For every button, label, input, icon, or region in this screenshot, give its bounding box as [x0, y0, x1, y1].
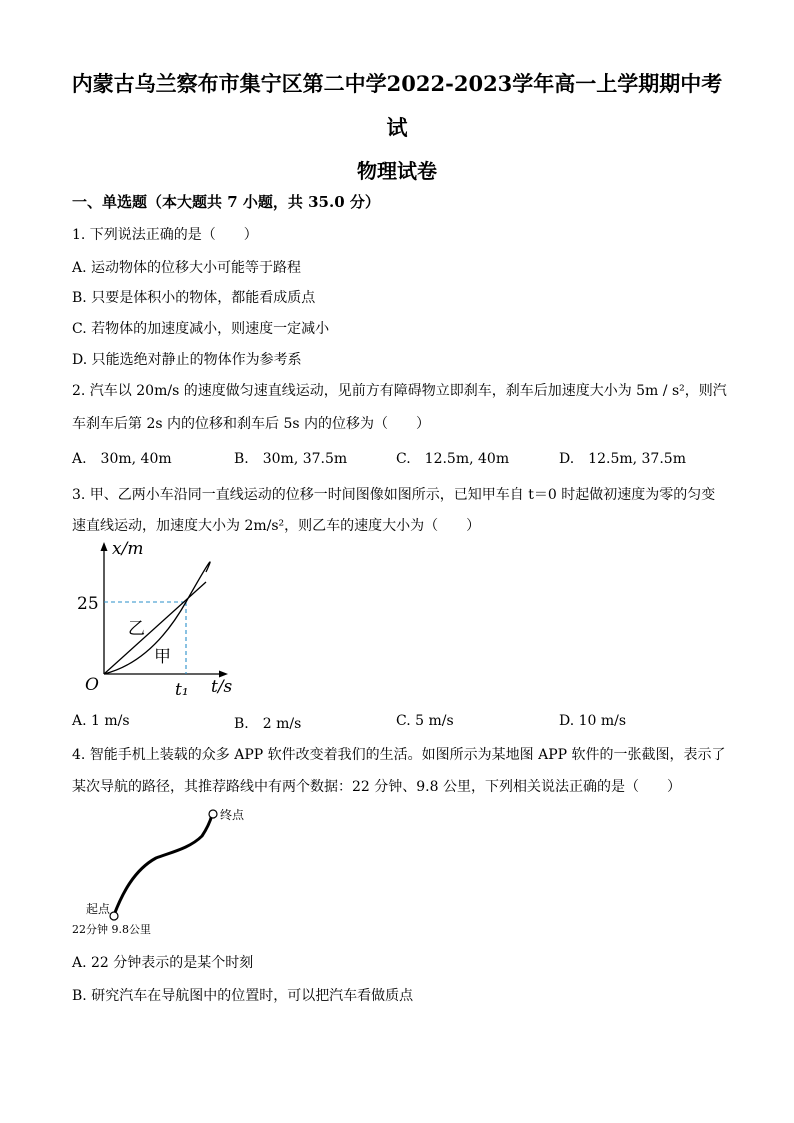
q2-stem-line2: 车刹车后第 2s 内的位移和刹车后 5s 内的位移为（ ）: [72, 416, 430, 432]
q2-stem-line1: 2. 汽车以 20m/s 的速度做匀速直线运动，见前方有障碍物立即刹车，刹车后加速度大小为 5m / s²，则汽: [72, 383, 727, 399]
y-axis-label: x/m: [112, 539, 144, 559]
q2-option-a: A. 30m, 40m: [72, 451, 172, 467]
q1-option-d: D. 只能选绝对静止的物体作为参考系: [72, 352, 302, 368]
exam-title-line2: 试: [386, 115, 408, 140]
y-axis-arrow: [101, 542, 108, 551]
section-heading: 一、单选题（本大题共 7 小题，共 35.0 分）: [72, 193, 380, 211]
q3-option-c: C. 5 m/s: [396, 713, 454, 729]
origin-label: O: [85, 675, 99, 695]
q3-xt-graph: [72, 534, 252, 704]
start-point-marker: [110, 912, 118, 920]
label-jia: 甲: [154, 647, 171, 667]
end-point-marker: [209, 810, 217, 818]
q3-option-a: A. 1 m/s: [72, 713, 130, 729]
route-info: 22分钟 9.8公里: [72, 923, 151, 936]
q3-option-d: D. 10 m/s: [559, 713, 627, 729]
q1-option-a: A. 运动物体的位移大小可能等于路程: [72, 260, 302, 276]
label-yi: 乙: [128, 619, 145, 639]
q2-option-d: D. 12.5m, 37.5m: [559, 451, 686, 467]
q1-stem: 1. 下列说法正确的是（ ）: [72, 227, 258, 243]
q3-stem-line2: 速直线运动，加速度大小为 2m/s²，则乙车的速度大小为（ ）: [72, 518, 481, 534]
y-tick-25: 25: [77, 594, 99, 614]
q4-option-b: B. 研究汽车在导航图中的位置时，可以把汽车看做质点: [72, 988, 414, 1004]
x-tick-t1: t₁: [175, 680, 189, 700]
q2-option-c: C. 12.5m, 40m: [396, 451, 510, 467]
exam-subtitle: 物理试卷: [357, 159, 437, 183]
x-axis-label: t/s: [211, 677, 233, 697]
q4-stem-line2: 某次导航的路径，其推荐路线中有两个数据：22 分钟、9.8 公里，下列相关说法正确的是（ ）: [72, 779, 681, 795]
q2-option-b: B. 30m, 37.5m: [234, 451, 348, 467]
route-path: [114, 815, 212, 915]
q4-navigation-map: [72, 802, 262, 937]
end-point-label: 终点: [220, 808, 245, 822]
q4-option-a: A. 22 分钟表示的是某个时刻: [72, 955, 254, 971]
exam-title-line1: 内蒙古乌兰察布市集宁区第二中学2022-2023学年高一上学期期中考: [71, 71, 723, 96]
q4-stem-line1: 4. 智能手机上装载的众多 APP 软件改变着我们的生活。如图所示为某地图 APP 软件的一张截图，表示了: [72, 747, 726, 763]
start-point-label: 起点: [86, 902, 111, 916]
q3-stem-line1: 3. 甲、乙两小车沿同一直线运动的位移一时间图像如图所示，已知甲车自 t＝0 时起做初速度为零的匀变: [72, 487, 716, 503]
q3-option-b: B. 2 m/s: [234, 716, 302, 732]
q1-option-c: C. 若物体的加速度减小，则速度一定减小: [72, 321, 330, 337]
q1-option-b: B. 只要是体积小的物体，都能看成质点: [72, 290, 316, 306]
